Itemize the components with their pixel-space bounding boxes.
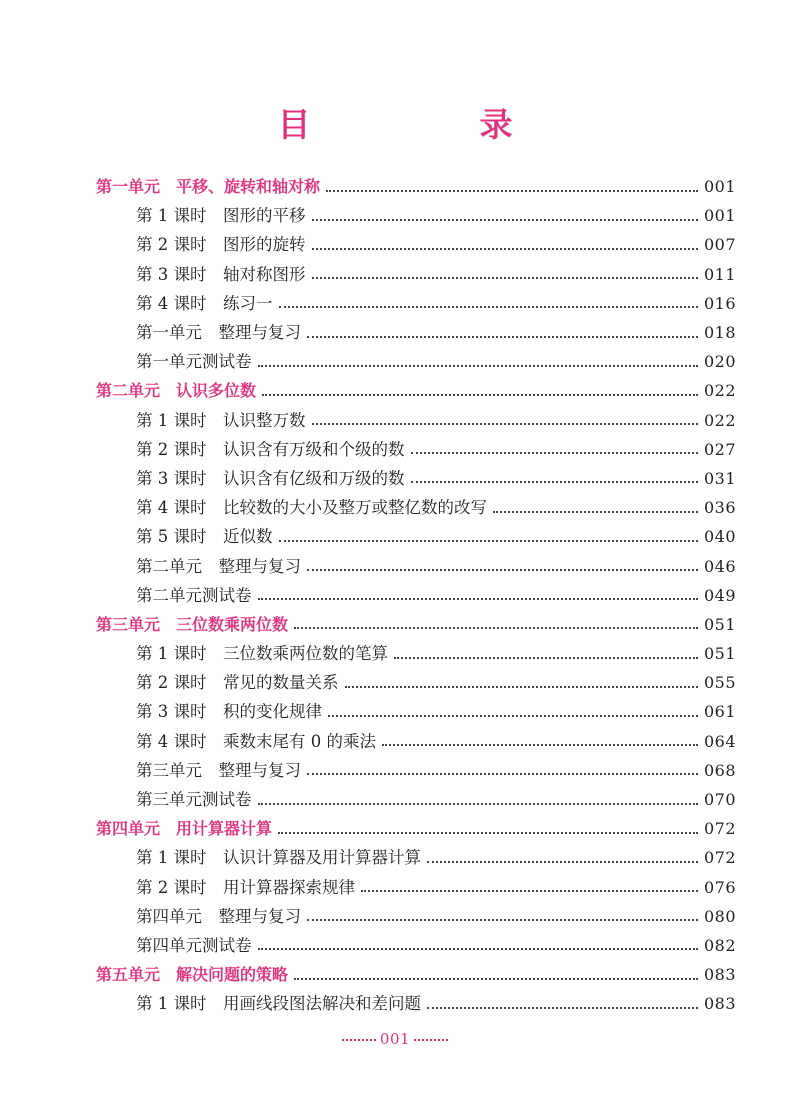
toc-leader-dots: [328, 715, 698, 717]
toc-leader-dots: [312, 219, 698, 221]
toc-lesson-entry[interactable]: [0, 931, 790, 960]
toc-entry-title: 第 1 课时 三位数乘两位数的笔算: [136, 644, 388, 664]
toc-leader-dots: [307, 919, 698, 921]
toc-lesson-entry[interactable]: [0, 289, 790, 318]
toc-lesson-entry[interactable]: [0, 318, 790, 347]
toc-entry-title: 第 2 课时 认识含有万级和个级的数: [136, 439, 405, 459]
toc-leader-dots: [427, 861, 698, 863]
toc-leader-dots: [411, 452, 698, 454]
toc-leader-dots: [382, 744, 698, 746]
toc-page-number: 070: [703, 790, 736, 810]
toc-lesson-entry[interactable]: [0, 464, 790, 493]
toc-leader-dots: [411, 481, 698, 483]
toc-entry-title: 第 5 课时 近似数: [136, 527, 273, 547]
toc-page-number: 046: [703, 556, 736, 576]
toc-page-number: 022: [703, 410, 736, 430]
toc-page-number: 072: [703, 848, 736, 868]
toc-lesson-entry[interactable]: [0, 697, 790, 726]
toc-entry-title: 第 4 课时 比较数的大小及整万或整亿数的改写: [136, 498, 487, 518]
toc-page-number: 027: [703, 439, 736, 459]
toc-entry-title: 第二单元 认识多位数: [96, 381, 257, 401]
toc-leader-dots: [312, 277, 698, 279]
toc-page-number: 055: [703, 673, 736, 693]
toc-page-number: 064: [703, 731, 736, 751]
toc-entry-title: 第三单元 整理与复习: [136, 760, 301, 780]
toc-entry-title: 第二单元 整理与复习: [136, 556, 301, 576]
page-title: 目 录: [277, 105, 581, 144]
toc-page-number: 080: [703, 906, 736, 926]
toc-lesson-entry[interactable]: [0, 873, 790, 902]
toc-lesson-entry[interactable]: [0, 493, 790, 522]
toc-entry-title: 第 1 课时 用画线段图法解决和差问题: [136, 994, 421, 1014]
toc-entry-title: 第四单元 用计算器计算: [96, 819, 273, 839]
toc-entry-title: 第三单元 三位数乘两位数: [96, 614, 289, 634]
toc-page-number: 018: [703, 323, 736, 343]
toc-lesson-entry[interactable]: [0, 785, 790, 814]
toc-lesson-entry[interactable]: [0, 201, 790, 230]
toc-page-number: 001: [703, 206, 736, 226]
toc-lesson-entry[interactable]: [0, 522, 790, 551]
toc-leader-dots: [279, 306, 698, 308]
toc-unit-entry[interactable]: [0, 814, 790, 843]
footer-page-number: 001: [379, 1030, 411, 1048]
toc-lesson-entry[interactable]: [0, 260, 790, 289]
toc-page-number: 083: [703, 994, 736, 1014]
toc-entry-title: 第五单元 解决问题的策略: [96, 965, 289, 985]
toc-leader-dots: [262, 394, 698, 396]
toc-page-number: 001: [703, 177, 736, 197]
toc-leader-dots: [312, 423, 698, 425]
toc-lesson-entry[interactable]: [0, 843, 790, 872]
toc-page-number: 016: [703, 293, 736, 313]
page-footer: [0, 1030, 790, 1048]
toc-entry-title: 第 4 课时 乘数末尾有 0 的乘法: [136, 731, 376, 751]
toc-leader-dots: [307, 569, 698, 571]
toc-page-number: 051: [703, 644, 736, 664]
toc-lesson-entry[interactable]: [0, 989, 790, 1018]
toc-page-number: 007: [703, 235, 736, 255]
toc-entry-title: 第四单元测试卷: [136, 935, 252, 955]
toc-lesson-entry[interactable]: [0, 230, 790, 259]
toc-lesson-entry[interactable]: [0, 347, 790, 376]
toc-page-number: 040: [703, 527, 736, 547]
toc-entry-title: 第 1 课时 图形的平移: [136, 206, 306, 226]
toc-leader-dots: [307, 336, 698, 338]
toc-page-number: 082: [703, 935, 736, 955]
toc-page-number: 020: [703, 352, 736, 372]
toc-page-number: 072: [703, 819, 736, 839]
toc-entry-title: 第三单元测试卷: [136, 790, 252, 810]
toc-entry-title: 第 2 课时 用计算器探索规律: [136, 877, 355, 897]
toc-leader-dots: [258, 598, 698, 600]
toc-page-number: 031: [703, 468, 736, 488]
toc-leader-dots: [394, 657, 698, 659]
table-of-contents: [0, 172, 790, 1018]
toc-page-number: 049: [703, 585, 736, 605]
footer-right-dots: [414, 1039, 448, 1041]
toc-leader-dots: [326, 190, 698, 192]
toc-lesson-entry[interactable]: [0, 406, 790, 435]
toc-page-number: 083: [703, 965, 736, 985]
toc-page-number: 061: [703, 702, 736, 722]
toc-leader-dots: [279, 540, 698, 542]
toc-page-number: 068: [703, 760, 736, 780]
toc-lesson-entry[interactable]: [0, 639, 790, 668]
toc-lesson-entry[interactable]: [0, 581, 790, 610]
toc-leader-dots: [427, 1007, 698, 1009]
toc-entry-title: 第 1 课时 认识计算器及用计算器计算: [136, 848, 421, 868]
toc-entry-title: 第一单元测试卷: [136, 352, 252, 372]
toc-lesson-entry[interactable]: [0, 551, 790, 580]
toc-leader-dots: [258, 948, 698, 950]
toc-page-number: 011: [703, 264, 736, 284]
toc-page-number: 022: [703, 381, 736, 401]
toc-entry-title: 第 3 课时 轴对称图形: [136, 264, 306, 284]
toc-entry-title: 第二单元测试卷: [136, 585, 252, 605]
toc-lesson-entry[interactable]: [0, 727, 790, 756]
toc-leader-dots: [307, 773, 698, 775]
toc-entry-title: 第 3 课时 认识含有亿级和万级的数: [136, 468, 405, 488]
toc-leader-dots: [493, 511, 698, 513]
toc-entry-title: 第 4 课时 练习一: [136, 293, 273, 313]
toc-unit-entry[interactable]: [0, 172, 790, 201]
toc-leader-dots: [345, 686, 698, 688]
toc-entry-title: 第 2 课时 常见的数量关系: [136, 673, 339, 693]
toc-entry-title: 第四单元 整理与复习: [136, 906, 301, 926]
toc-lesson-entry[interactable]: [0, 756, 790, 785]
toc-unit-entry[interactable]: [0, 610, 790, 639]
toc-page-number: 051: [703, 614, 736, 634]
toc-unit-entry[interactable]: [0, 960, 790, 989]
toc-leader-dots: [294, 978, 698, 980]
toc-leader-dots: [361, 890, 698, 892]
toc-page-number: 036: [703, 498, 736, 518]
toc-leader-dots: [278, 832, 698, 834]
footer-left-dots: [342, 1039, 376, 1041]
toc-leader-dots: [294, 627, 698, 629]
toc-lesson-entry[interactable]: [0, 902, 790, 931]
toc-lesson-entry[interactable]: [0, 668, 790, 697]
toc-entry-title: 第一单元 整理与复习: [136, 323, 301, 343]
toc-entry-title: 第 1 课时 认识整万数: [136, 410, 306, 430]
toc-entry-title: 第 2 课时 图形的旋转: [136, 235, 306, 255]
toc-page-number: 076: [703, 877, 736, 897]
toc-entry-title: 第 3 课时 积的变化规律: [136, 702, 322, 722]
toc-leader-dots: [258, 365, 698, 367]
toc-entry-title: 第一单元 平移、旋转和轴对称: [96, 177, 321, 197]
toc-lesson-entry[interactable]: [0, 435, 790, 464]
toc-leader-dots: [312, 248, 698, 250]
toc-unit-entry[interactable]: [0, 376, 790, 405]
toc-leader-dots: [258, 803, 698, 805]
